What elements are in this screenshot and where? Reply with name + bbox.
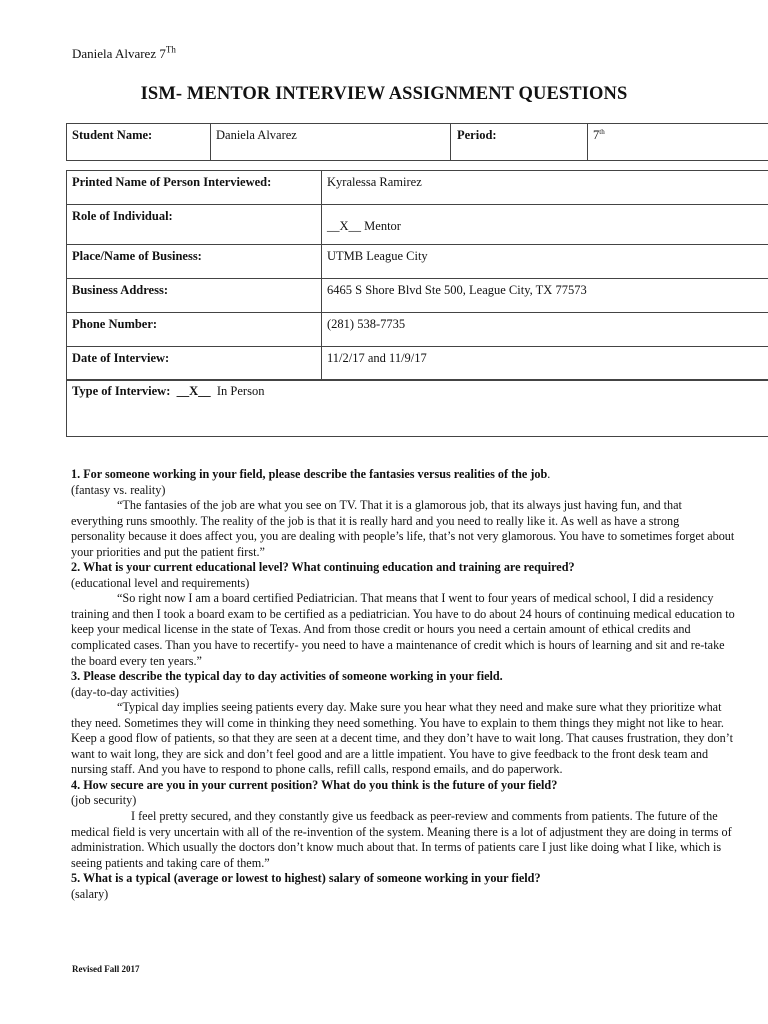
- question-block: [71, 669, 735, 778]
- question-block: [71, 871, 735, 902]
- student-name-label: Student Name:: [67, 124, 211, 161]
- info-label: Date of Interview:: [67, 347, 322, 381]
- page-title: ISM- MENTOR INTERVIEW ASSIGNMENT QUESTIONS: [140, 84, 628, 104]
- question-block: [71, 467, 735, 560]
- question-subtitle: (day-to-day activities): [71, 684, 179, 699]
- question-text: 4. How secure are you in your current position? What do you think is the future of your field?: [71, 777, 558, 792]
- role-mark: __X__: [327, 219, 362, 233]
- info-row: [67, 245, 768, 279]
- author-name: Daniela Alvarez 7: [72, 46, 166, 61]
- question-subtitle: (salary): [71, 886, 109, 901]
- period-label: Period:: [451, 124, 588, 161]
- info-label: Business Address:: [67, 279, 322, 313]
- info-row: [67, 171, 768, 205]
- info-label: Role of Individual:: [67, 205, 322, 245]
- info-label: Phone Number:: [67, 313, 322, 347]
- info-label: Printed Name of Person Interviewed:: [67, 171, 322, 205]
- info-value: (281) 538-7735: [322, 313, 768, 347]
- interview-type-mark: __X__: [176, 384, 211, 398]
- info-row: [67, 279, 768, 313]
- question-subtitle: (job security): [71, 793, 137, 808]
- questions-section: [71, 467, 735, 902]
- interview-type-table: [66, 379, 768, 437]
- interviewee-table: [66, 170, 768, 381]
- question-block: [71, 778, 735, 871]
- role-value: Mentor: [364, 219, 401, 233]
- info-row: [67, 205, 768, 245]
- info-value: [322, 205, 768, 245]
- answer-text: I feel pretty secured, and they constantly give us feedback as peer-review and comments from patients. The future of the medical field is very uncertain with all of the re-invention of the system. Meaning there is a lot of adjustment they are doing in terms of administration. Which usually the doctors don’t know much about that. In terms of patients care I just like doing what I like, which is seeing patients and taking care of them.”: [71, 809, 732, 870]
- question-subtitle: (educational level and requirements): [71, 575, 250, 590]
- info-label: Place/Name of Business:: [67, 245, 322, 279]
- question-period: .: [547, 467, 551, 481]
- question-text: 2. What is your current educational level? What continuing education and training are required?: [71, 560, 575, 575]
- student-name-value: Daniela Alvarez: [211, 124, 451, 161]
- answer-text: “So right now I am a board certified Pediatrician. That means that I went to four years of medical school, I did a residency training and then I took a board exam to be certified as a pediatrician. You have to do about 24 hours of continuing medical education to keep your medical license in the state of Texas. And from those credit or hours you need a certain amount of ethical credits and complicated cases. Than you have to recertify- you need to have a maintenance of credit which is hours of learning and sit and re-take the board every ten years.”: [71, 591, 735, 668]
- interview-type-value: In Person: [216, 384, 265, 398]
- info-row: [67, 313, 768, 347]
- info-value: 11/2/17 and 11/9/17: [322, 347, 768, 381]
- student-table: [66, 123, 768, 161]
- info-value: Kyralessa Ramirez: [322, 171, 768, 205]
- question-text: 5. What is a typical (average or lowest to highest) salary of someone working in your field?: [71, 871, 541, 886]
- footer-revision: Revised Fall 2017: [72, 964, 140, 974]
- author-sup: Th: [165, 44, 176, 55]
- period-number: 7: [593, 128, 600, 142]
- author-line: [72, 46, 176, 62]
- period-value: [588, 124, 768, 161]
- period-sup: th: [599, 127, 605, 136]
- question-text: 1. For someone working in your field, please describe the fantasies versus realities of the job: [71, 467, 548, 481]
- info-row: [67, 347, 768, 381]
- info-value: UTMB League City: [322, 245, 768, 279]
- interview-type-label: Type of Interview:: [72, 384, 171, 398]
- answer-text: “The fantasies of the job are what you see on TV. That it is a glamorous job, that its always just having fun, and that everything runs smoothly. The reality of the job is that it is really hard and you need to really like it. As well as have a strong personality because it does affect you, you are dealing with people’s life, that’s not very glamorous. You have to sometimes forget about your priorities and put the patient first.”: [71, 498, 735, 559]
- question-text: 3. Please describe the typical day to day activities of someone working in your field.: [71, 669, 503, 684]
- info-value: 6465 S Shore Blvd Ste 500, League City, TX 77573: [322, 279, 768, 313]
- interview-type-cell: [67, 380, 768, 437]
- answer-text: “Typical day implies seeing patients every day. Make sure you hear what they need and make sure what they prioritize what they need. Sometimes they will come in thinking they need something. You have to explain to them things they might not like to hear. Keep a good flow of patients, so that they are seen at a decent time, and they don’t have to wait long. That causes frustration, they don’t want to wait long, they are sick and don’t feel good and are a little impatient. You have to give feedback to the front desk team and nursing staff. And you have to respond to phone calls, refill calls, respond emails, and do paperwork.: [71, 700, 733, 777]
- question-subtitle: (fantasy vs. reality): [71, 482, 166, 497]
- question-block: [71, 560, 735, 669]
